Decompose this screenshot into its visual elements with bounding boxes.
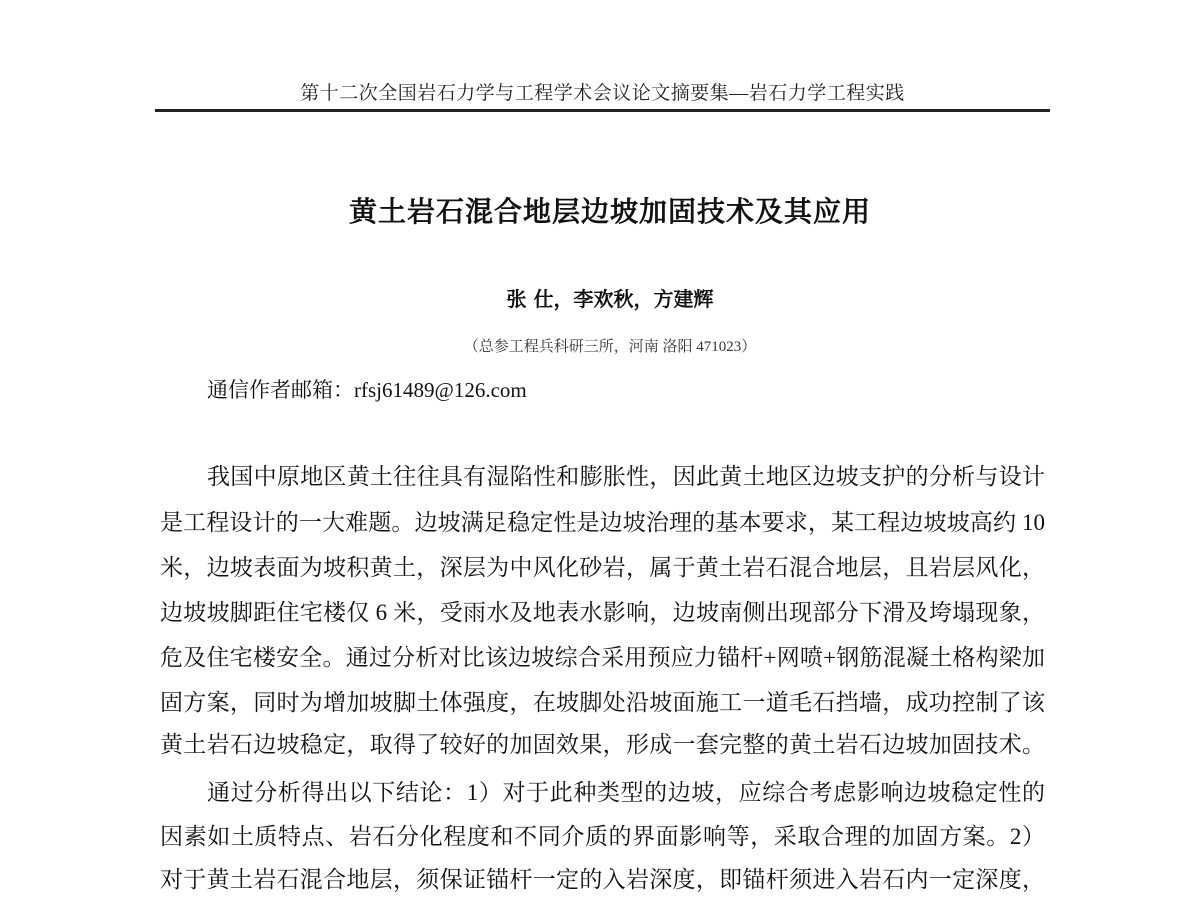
corresponding-email: 通信作者邮箱：rfsj61489@126.com <box>207 378 527 402</box>
header-rule <box>155 109 1050 112</box>
paper-authors: 张 仕，李欢秋，方建辉 <box>506 287 714 311</box>
paper-title: 黄土岩石混合地层边坡加固技术及其应用 <box>348 195 871 228</box>
body-line: 因素如土质特点、岩石分化程度和不同介质的界面影响等，采取合理的加固方案。2） <box>160 824 1045 849</box>
body-line: 固方案，同时为增加坡脚土体强度，在坡脚处沿坡面施工一道毛石挡墙，成功控制了该 <box>160 690 1045 715</box>
body-line: 是工程设计的一大难题。边坡满足稳定性是边坡治理的基本要求，某工程边坡坡高约 10 <box>160 510 1045 535</box>
body-line: 米，边坡表面为坡积黄土，深层为中风化砂岩，属于黄土岩石混合地层，且岩层风化， <box>160 555 1045 580</box>
body-line: 边坡坡脚距住宅楼仅 6 米，受雨水及地表水影响，边坡南侧出现部分下滑及垮塌现象， <box>160 600 1045 625</box>
body-line: 我国中原地区黄土往往具有湿陷性和膨胀性，因此黄土地区边坡支护的分析与设计 <box>207 464 1045 489</box>
body-line: 危及住宅楼安全。通过分析对比该边坡综合采用预应力锚杆+网喷+钢筋混凝土格构梁加 <box>160 645 1045 670</box>
paper-affiliation: （总参工程兵科研三所，河南 洛阳 471023） <box>463 339 757 355</box>
running-header: 第十二次全国岩石力学与工程学术会议论文摘要集—岩石力学工程实践 <box>300 83 905 104</box>
body-line: 黄土岩石边坡稳定，取得了较好的加固效果，形成一套完整的黄土岩石边坡加固技术。 <box>160 732 1045 757</box>
body-line: 对于黄土岩石混合地层，须保证锚杆一定的入岩深度，即锚杆须进入岩石内一定深度， <box>160 867 1045 892</box>
body-line: 通过分析得出以下结论：1）对于此种类型的边坡，应综合考虑影响边坡稳定性的 <box>207 780 1045 805</box>
